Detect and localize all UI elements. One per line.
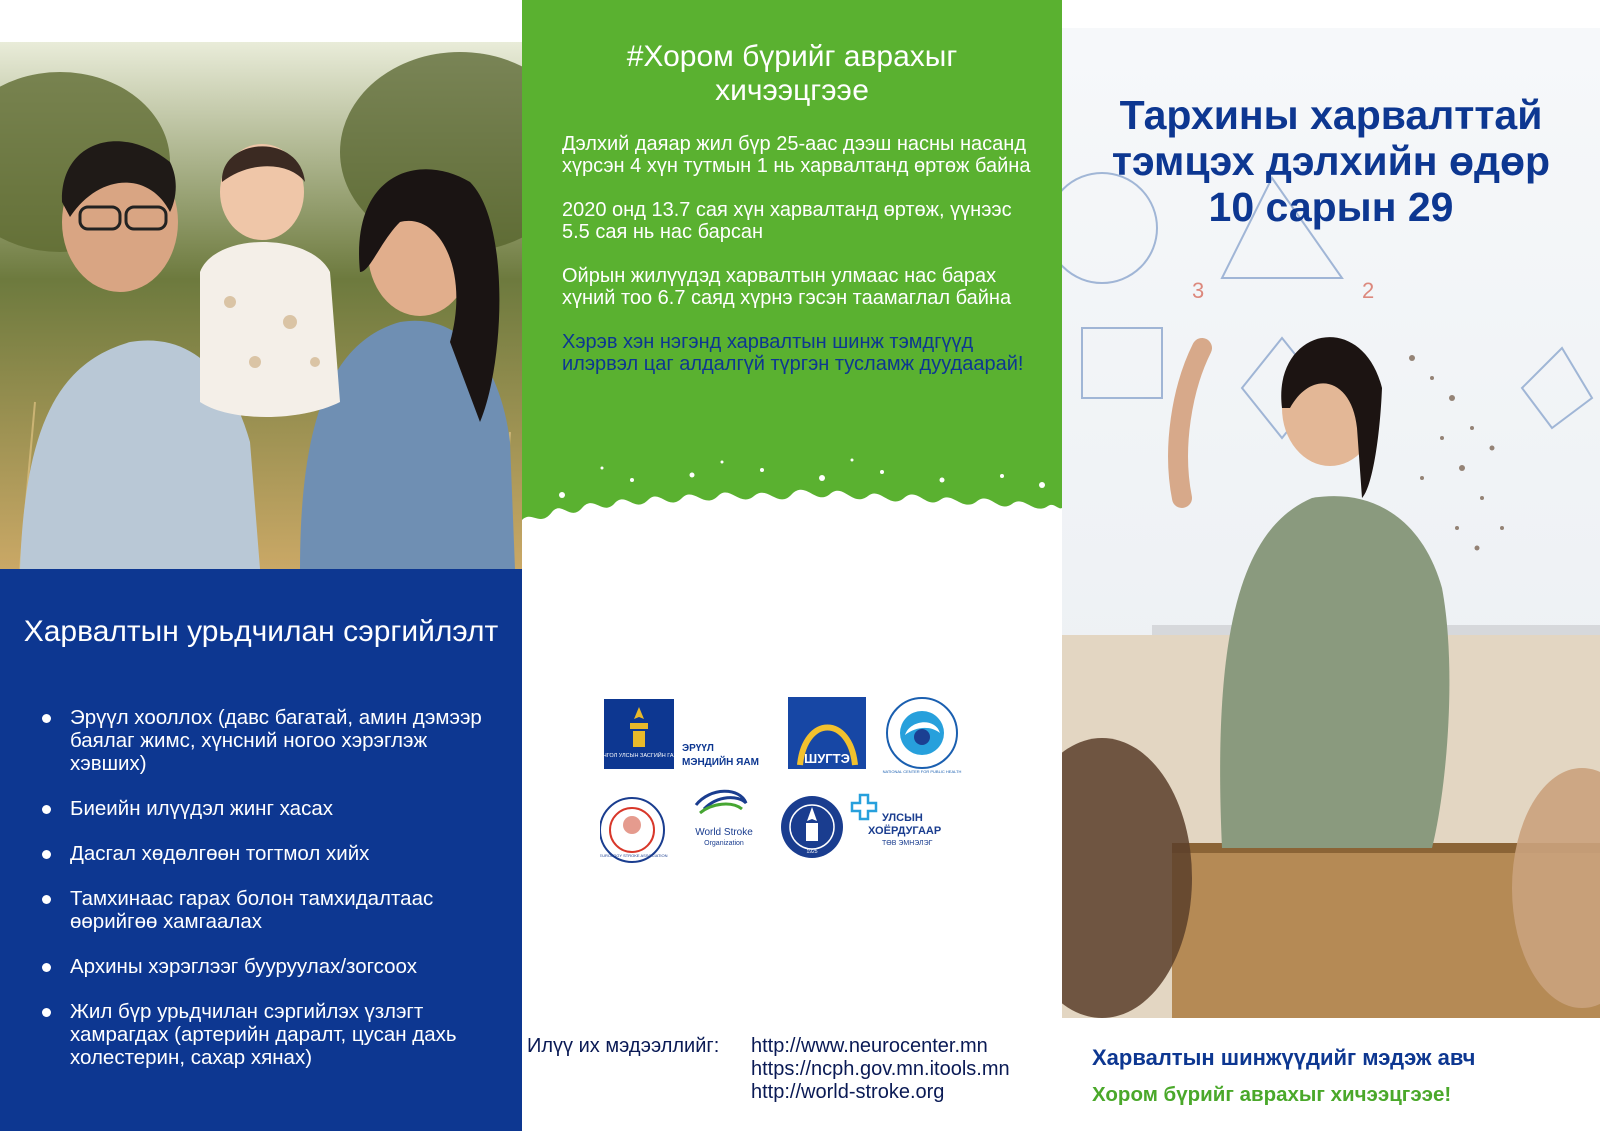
prevention-panel <box>0 569 522 1131</box>
university-year: 1925 <box>806 849 818 855</box>
prevention-list <box>40 706 500 1091</box>
hospital-line3: ТӨВ ЭМНЭЛЭГ <box>882 840 933 847</box>
neurology-association-logo <box>600 798 668 862</box>
hospital-line2: ХОЁРДУГААР <box>868 825 942 837</box>
emergency-name: ШУГТЭ <box>804 751 850 766</box>
url-link[interactable]: http://www.neurocenter.mn <box>751 1035 988 1057</box>
bullet-icon <box>42 1008 51 1017</box>
family-photo-illustration <box>0 42 522 569</box>
wso-line1: World Stroke <box>695 827 753 838</box>
neuro-text: NEUROLOGY STROKE ASSOCIATION <box>600 853 668 858</box>
bullet-icon <box>42 895 51 904</box>
campaign-panel <box>522 0 1062 560</box>
hospital-line1: УЛСЫН <box>882 812 923 824</box>
footer-know-signs: Харвалтын шинжүүдийг мэдэж авч <box>1092 1045 1476 1070</box>
url-link[interactable]: https://ncph.gov.mn.itools.mn <box>751 1058 1010 1080</box>
campaign-hashtag: #Хором бүрийг аврахыг хичээцгээе <box>626 40 958 107</box>
prevention-item: Тамхинаас гарах болон тамхидалтаас өөрийгөө хамгаалах <box>40 887 500 933</box>
world-stroke-day-title: Тархины харвалттай тэмцэх дэлхийн өдөр 10 сарын 29 <box>1111 92 1551 230</box>
prevention-item: Дасгал хөдөлгөөн тогтмол хийх <box>40 842 500 865</box>
gov-seal-text: МОНГОЛ УЛСЫН ЗАСГИЙН ГАЗАР <box>600 753 685 759</box>
prevention-item: Биеийн илүүдэл жинг хасах <box>40 797 500 820</box>
svg-text:2: 2 <box>1362 278 1375 303</box>
prevention-item: Архины хэрэглээг бууруулах/зогсоох <box>40 955 500 978</box>
svg-text:3: 3 <box>1192 278 1205 303</box>
wso-line2: Organization <box>704 840 744 847</box>
more-info-urls <box>751 1035 1010 1104</box>
bullet-icon <box>42 805 51 814</box>
partner-logos <box>600 695 1000 875</box>
bullet-icon <box>42 850 51 859</box>
government-seal-logo <box>600 699 684 769</box>
stroke-facts <box>562 133 1042 397</box>
fact-paragraph: Ойрын жилүүдэд харвалтын улмаас нас барах хүний тоо 6.7 саяд хүрнэ гэсэн таамаглал байна <box>562 265 1012 309</box>
more-info-label: Илүү их мэдээллийг: <box>527 1035 720 1057</box>
call-to-action: Хэрэв хэн нэгэнд харвалтын шинж тэмдгүүд илэрвэл цаг алдалгүй түргэн тусламж дуудаарай! <box>562 331 1024 375</box>
university-seal-logo <box>781 796 843 858</box>
prevention-item: Жил бүр урьдчилан сэргийлэх үзлэгт хамрагдах (артерийн даралт, цусан дахь холестерин, сахар хянах) <box>40 1000 500 1069</box>
ncph-text: NATIONAL CENTER FOR PUBLIC HEALTH <box>882 769 962 774</box>
paint-splatter-edge <box>522 450 1062 560</box>
family-photo <box>0 42 522 569</box>
ncph-logo <box>883 698 962 774</box>
fact-paragraph: 2020 онд 13.7 сая хүн харвалтанд өртөж, үүнээс 5.5 сая нь нас барсан <box>562 199 1012 243</box>
ministry-line2: МЭНДИЙН ЯАМ <box>682 757 759 768</box>
ministry-line1: ЭРҮҮЛ <box>682 743 714 754</box>
bullet-icon <box>42 714 51 723</box>
emergency-center-logo <box>788 697 866 769</box>
footer-slogan: Хором бүрийг аврахыг хичээцгээе! <box>1092 1083 1452 1106</box>
fact-paragraph: Дэлхий даяар жил бүр 25-аас дээш насны насанд хүрсэн 4 хүн тутмын 1 нь харвалтанд өртөж байна <box>562 133 1031 177</box>
url-link[interactable]: http://world-stroke.org <box>751 1081 945 1103</box>
prevention-title: Харвалтын урьдчилан сэргийлэлт <box>23 615 499 648</box>
world-stroke-organization-logo <box>695 791 753 847</box>
second-central-hospital-logo <box>852 795 941 847</box>
prevention-item: Эрүүл хооллох (давс багатай, амин дэмээр баялаг жимс, хүнсний ногоо хэрэглэж хэвших) <box>40 706 500 775</box>
bullet-icon <box>42 963 51 972</box>
